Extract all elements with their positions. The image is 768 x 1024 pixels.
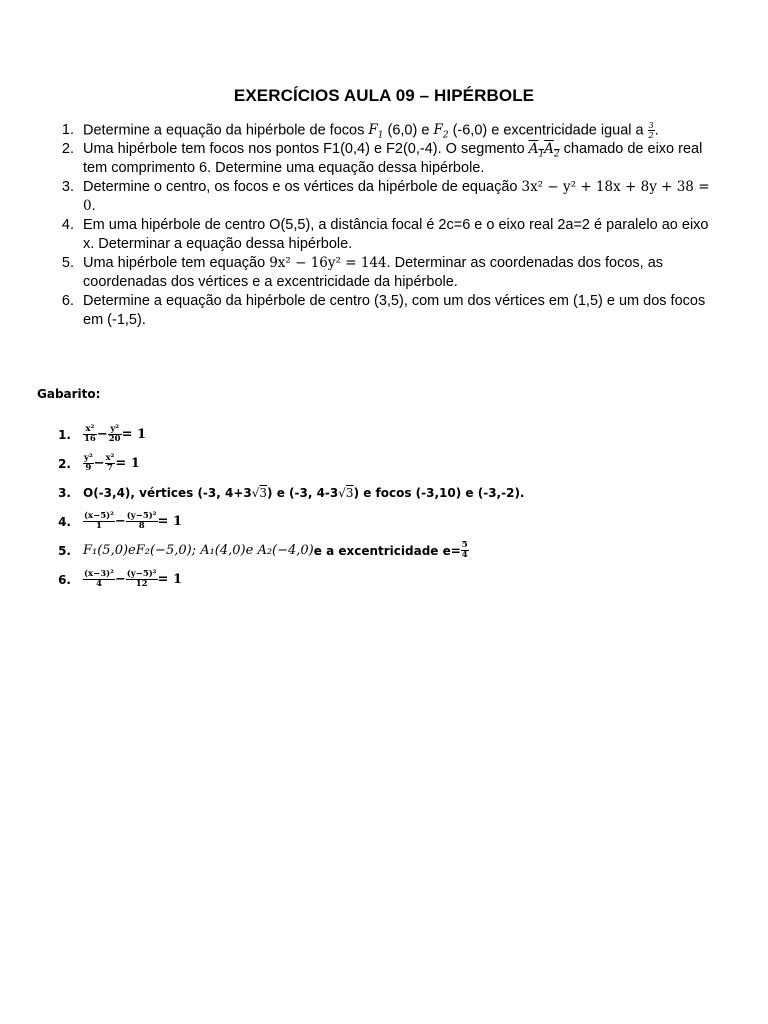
answer-number: 4. — [58, 514, 71, 529]
answer-item-5 — [56, 536, 524, 565]
equals-one: = 1 — [115, 456, 140, 471]
exercise-number: 2. — [61, 141, 74, 158]
eccentricity-fraction: $\frac{3}{2}$ — [648, 121, 654, 140]
answer-item-3 — [56, 478, 524, 507]
exercise-item-3 — [56, 178, 716, 216]
fraction: $\frac{\text{(y−5)²}}{12}$ — [126, 569, 157, 589]
minus-sign: − — [93, 456, 105, 471]
exercise-text: (6,0) e — [383, 122, 434, 139]
exercise-text: (-6,0) e excentricidade igual a — [448, 122, 648, 139]
exercise-item-6 — [56, 292, 716, 330]
exercise-item-1 — [56, 121, 716, 140]
exercise-number: 1. — [61, 122, 74, 138]
fraction: $\frac{\text{y²}}{20}$ — [108, 424, 121, 444]
answer-number: 2. — [58, 456, 71, 471]
segment-symbol: $A_1A_2$ — [528, 141, 560, 161]
answer-text: e a excentricidade e= — [313, 543, 461, 558]
exercise-list — [56, 121, 716, 330]
answer-number: 1. — [58, 427, 71, 442]
exercise-item-4 — [56, 216, 716, 254]
fraction: $\frac{\text{(x−3)²}}{4}$ — [84, 569, 114, 589]
answer-number: 5. — [58, 543, 71, 558]
exercise-text: . — [91, 198, 96, 215]
answer-number: 3. — [58, 485, 71, 500]
fraction: $\frac{\text{(y−5)²}}{8}$ — [126, 511, 157, 531]
answer-item-6 — [56, 565, 524, 594]
equals-one: = 1 — [121, 427, 147, 442]
exercise-text: Uma hipérbole tem equação — [83, 255, 270, 272]
answer-item-1 — [56, 420, 524, 449]
exercise-text: chamado de eixo real tem comprimento 6. Determine uma equação dessa hipérbole. — [83, 141, 703, 177]
exercise-item-5 — [56, 254, 716, 292]
exercise-text: Determine o centro, os focos e os vértices da hipérbole de equação — [83, 179, 522, 196]
exercise-text: . Determinar as coordenadas dos focos, as coordenadas dos vértices e a excentricidade da hipérbole. — [83, 255, 664, 291]
equals-one: = 1 — [157, 572, 182, 587]
eccentricity-fraction: $\frac{5}{4}$ — [461, 540, 468, 560]
focus-symbol: $F_1$ — [368, 122, 384, 142]
equation: 9x² − 16y² = 144 — [269, 255, 387, 272]
fraction: $\frac{\text{(x−5)²}}{1}$ — [84, 511, 114, 531]
minus-sign: − — [114, 514, 126, 529]
exercise-text: Em uma hipérbole de centro O(5,5), a distância focal é 2c=6 e o eixo real 2a=2 é paralelo ao eixo x. Determinar a equação dessa hipérbole. — [83, 217, 709, 253]
focus-symbol: $F_2$ — [433, 122, 449, 142]
answer-key-title: Gabarito: — [37, 387, 101, 401]
exercise-item-2 — [56, 140, 716, 178]
exercise-text: Uma hipérbole tem focos nos pontos F1(0,4) e F2(0,-4). O segmento — [83, 141, 529, 158]
exercise-number: 4. — [61, 217, 74, 234]
exercise-number: 3. — [61, 179, 74, 196]
equals-one: = 1 — [157, 514, 182, 529]
square-root: √3 — [251, 485, 268, 500]
minus-sign: − — [96, 427, 108, 442]
minus-sign: − — [114, 572, 126, 587]
exercise-text: Determine a equação da hipérbole de focos — [83, 122, 369, 139]
page-title: EXERCÍCIOS AULA 09 – HIPÉRBOLE — [233, 86, 535, 105]
answer-text: O(-3,4), vértices (-3, 4+3√3) e (-3, 4-3√3) e focos (-3,10) e (-3,-2). — [83, 485, 525, 500]
fraction: $\frac{\text{x²}}{7}$ — [105, 453, 115, 473]
answer-number: 6. — [58, 572, 71, 587]
exercise-text: Determine a equação da hipérbole de centro (3,5), com um dos vértices em (1,5) e um dos focos em (-1,5). — [83, 293, 706, 329]
answer-equation: F₁(5,0)eF₂(−5,0); A₁(4,0)e A₂(−4,0) — [83, 543, 314, 558]
exercise-number: 6. — [61, 293, 74, 310]
square-root: √3 — [338, 485, 354, 500]
answer-item-4 — [56, 507, 524, 536]
exercise-number: 5. — [61, 255, 74, 272]
answer-key-list — [56, 420, 524, 594]
exercise-text: . — [654, 122, 659, 139]
fraction: $\frac{\text{y²}}{9}$ — [84, 453, 93, 473]
equation: 3x² − y² + 18x + 8y + 38 = 0 — [83, 179, 710, 215]
answer-item-2 — [56, 449, 524, 478]
fraction: $\frac{\text{x²}}{16}$ — [84, 424, 96, 444]
